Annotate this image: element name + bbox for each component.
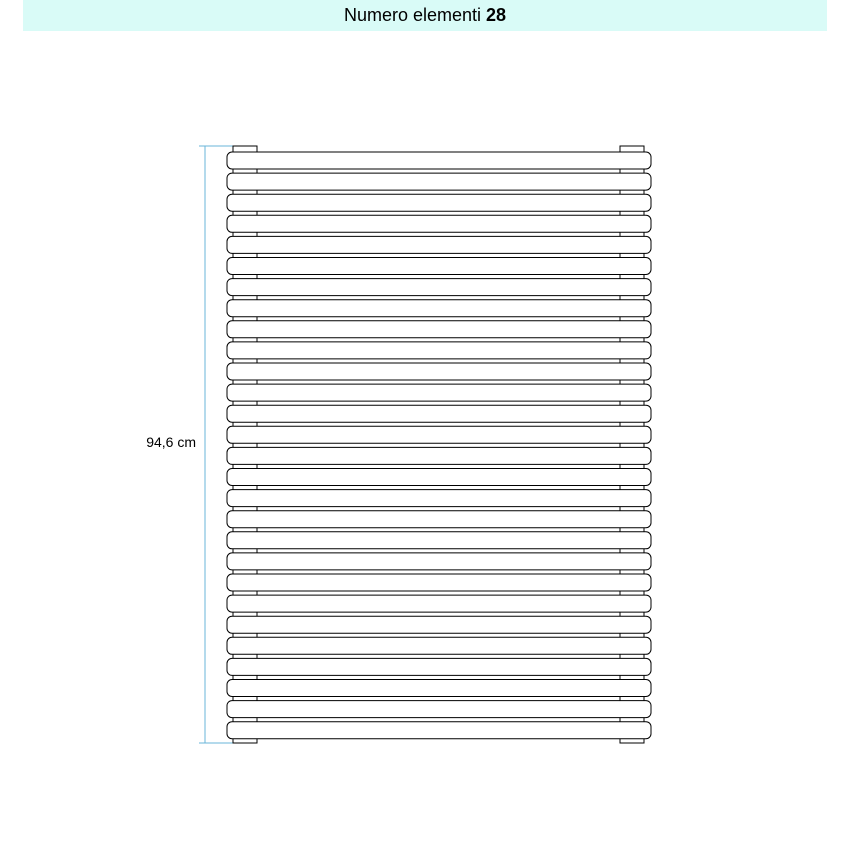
element-count-value: 28 xyxy=(486,5,507,25)
tube-element xyxy=(227,658,651,675)
header-label: Numero elementi xyxy=(343,5,482,25)
tube-element xyxy=(227,173,651,190)
tube-element xyxy=(227,321,651,338)
tube-element xyxy=(227,680,651,697)
tubes xyxy=(227,152,651,739)
tube-element xyxy=(227,258,651,275)
tube-element xyxy=(227,215,651,232)
tube-element xyxy=(227,384,651,401)
tube-element xyxy=(227,490,651,507)
tube-element xyxy=(227,194,651,211)
tube-element xyxy=(227,426,651,443)
height-dimension-label: 94,6 cm xyxy=(146,434,196,450)
tube-element xyxy=(227,300,651,317)
tube-element xyxy=(227,279,651,296)
tube-element xyxy=(227,532,651,549)
tube-element xyxy=(227,405,651,422)
tube-element xyxy=(227,152,651,169)
tube-element xyxy=(227,637,651,654)
tube-element xyxy=(227,553,651,570)
tube-element xyxy=(227,574,651,591)
tube-element xyxy=(227,616,651,633)
tube-element xyxy=(227,595,651,612)
tube-element xyxy=(227,447,651,464)
tube-element xyxy=(227,363,651,380)
tube-element xyxy=(227,511,651,528)
tube-element xyxy=(227,701,651,718)
tube-element xyxy=(227,342,651,359)
tube-element xyxy=(227,722,651,739)
tube-element xyxy=(227,236,651,253)
height-dimension xyxy=(199,146,233,743)
tube-element xyxy=(227,469,651,486)
